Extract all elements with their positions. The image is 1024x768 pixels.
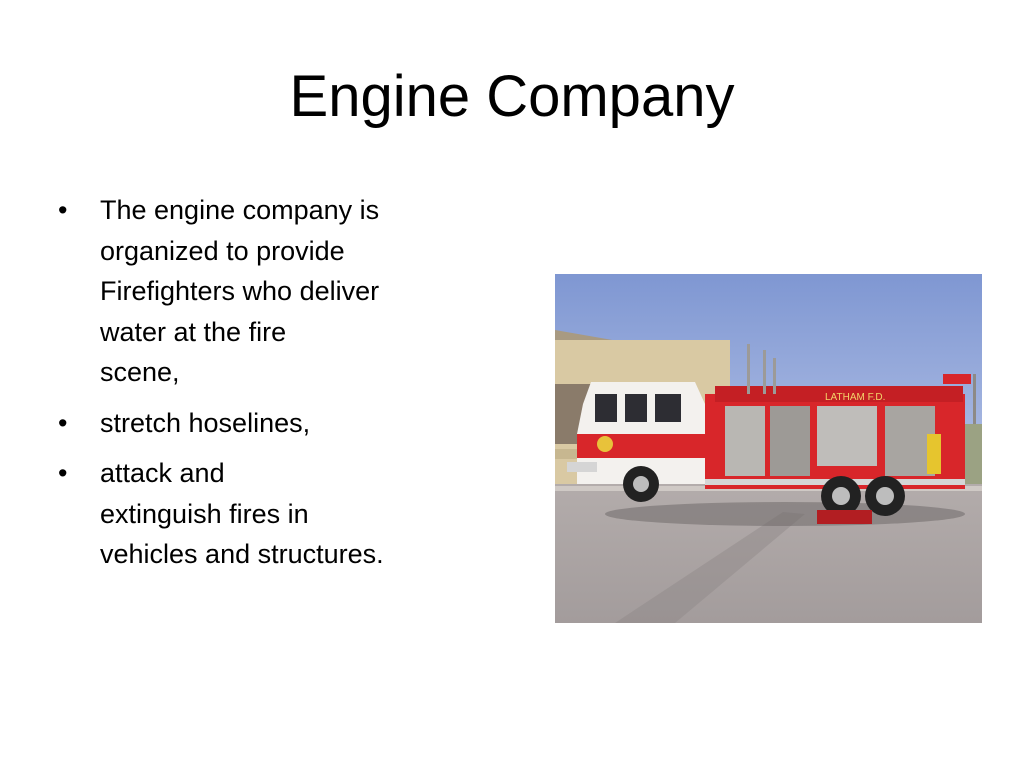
bullet-text: stretch hoselines,	[100, 407, 311, 438]
bullet-item	[58, 190, 478, 393]
bullet-text: attack and extinguish fires in vehicles and structures.	[100, 458, 384, 569]
bullet-list	[58, 190, 478, 585]
bullet-marker: •	[58, 195, 68, 225]
slide-title: Engine Company	[289, 64, 735, 129]
bullet-item	[58, 403, 478, 444]
fire-engine-photo	[555, 274, 982, 623]
bullet-item	[58, 453, 478, 575]
truck-lettering: LATHAM F.D.	[825, 392, 886, 403]
bullet-text: The engine company is organized to provide Firefighters who deliver water at the fire scene,	[100, 195, 380, 387]
bullet-marker: •	[58, 407, 68, 438]
bullet-marker: •	[58, 458, 68, 488]
